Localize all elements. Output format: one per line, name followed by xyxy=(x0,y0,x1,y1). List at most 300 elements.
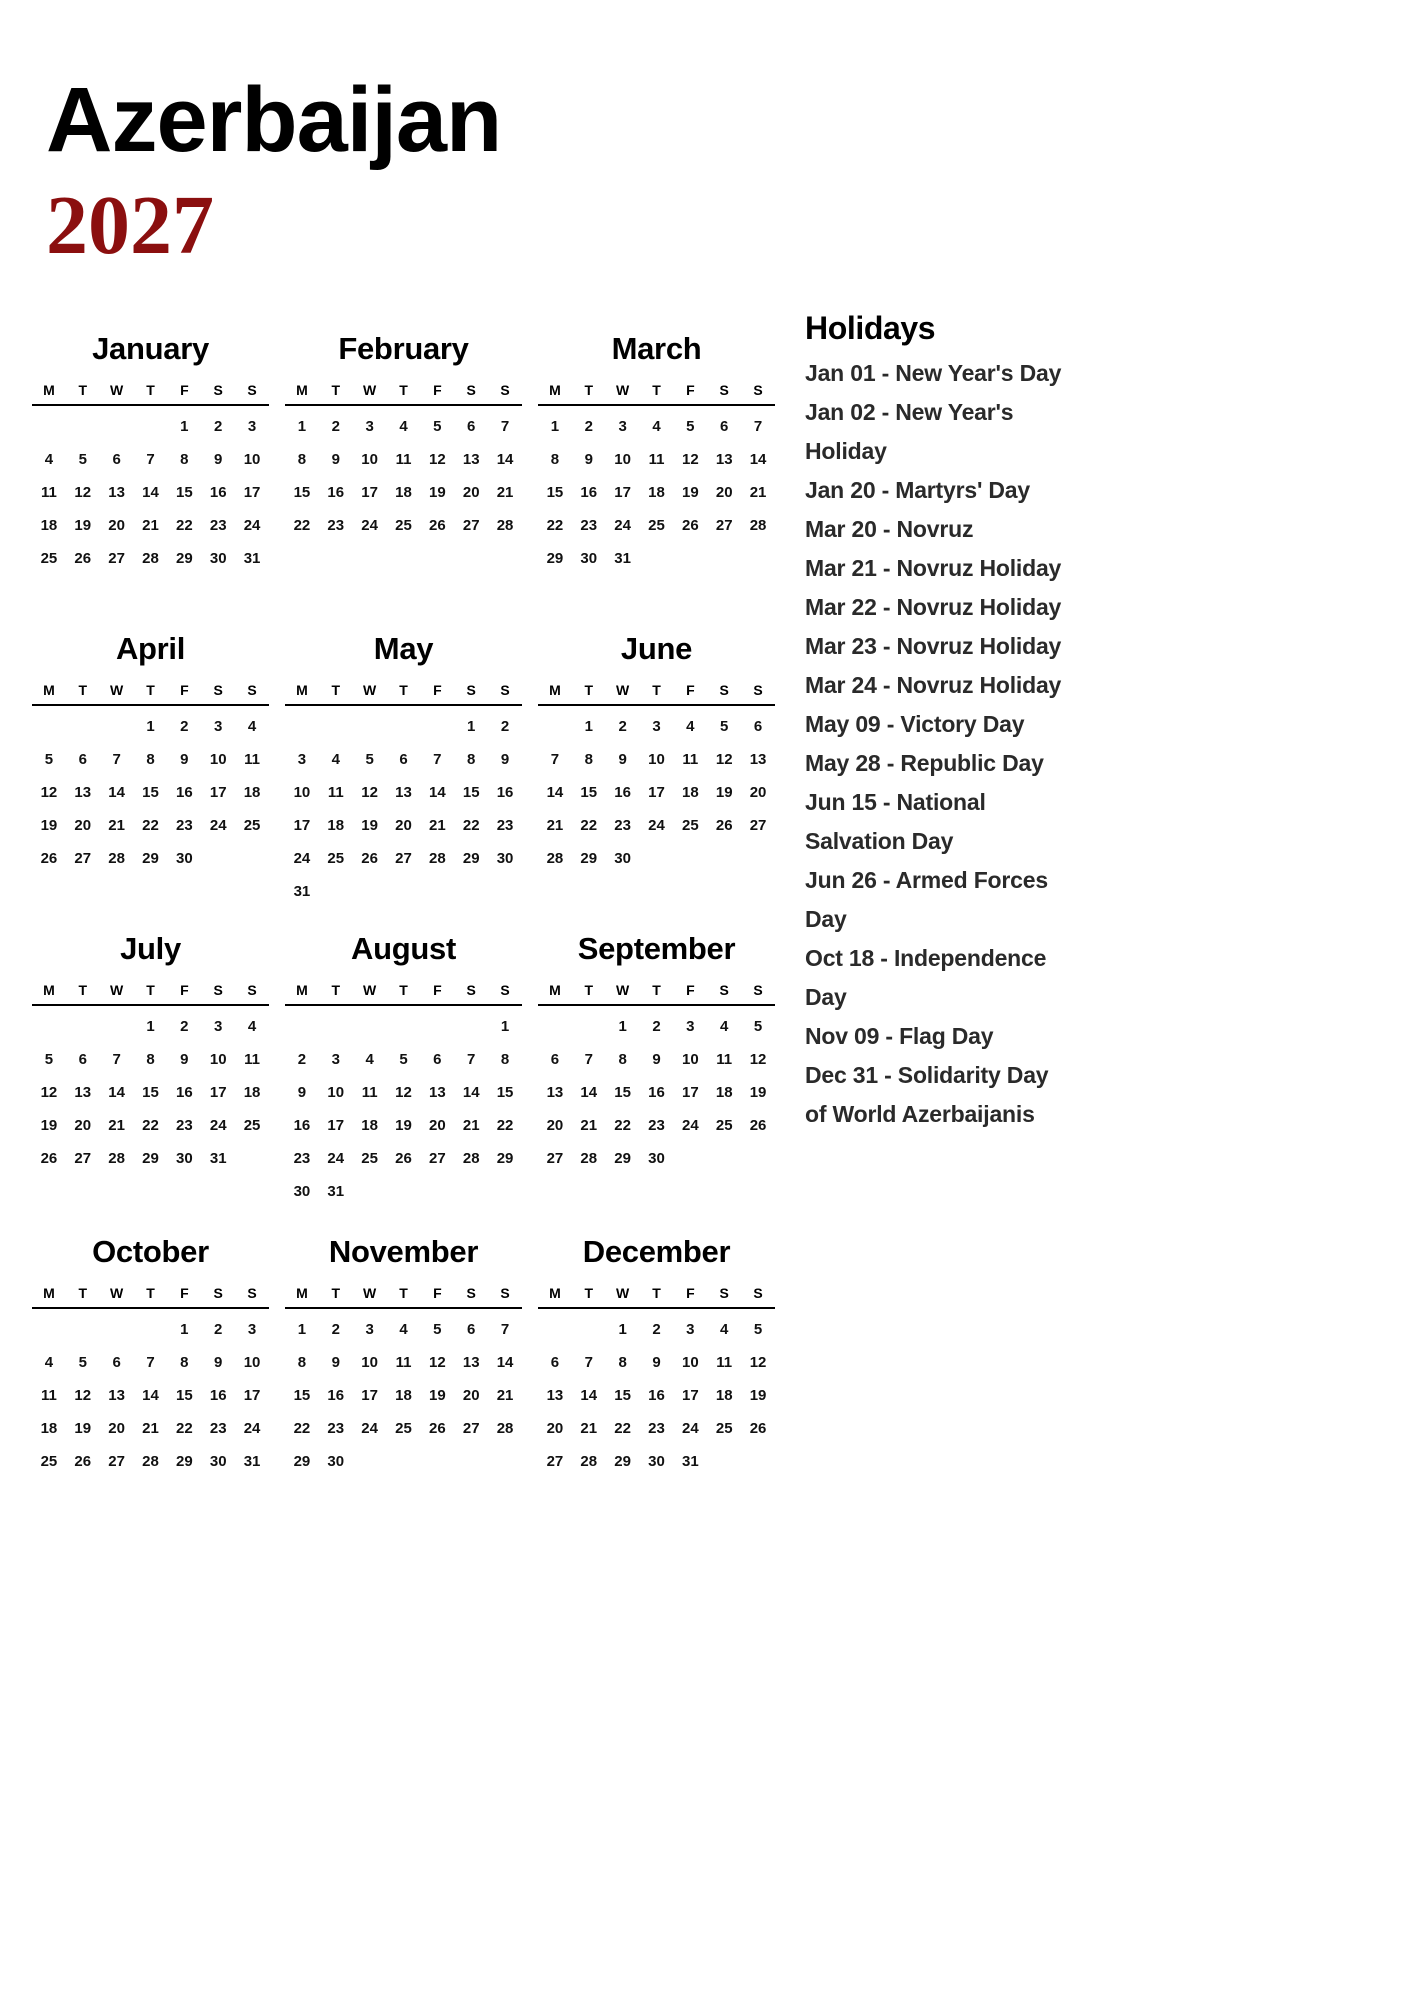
day-cell[interactable]: 16 xyxy=(496,784,514,801)
day-cell[interactable]: 5 xyxy=(720,718,729,735)
day-cell[interactable]: 8 xyxy=(467,751,476,768)
day-cell[interactable]: 20 xyxy=(429,1117,446,1134)
day-cell[interactable]: 12 xyxy=(40,1084,58,1101)
day-cell[interactable]: 9 xyxy=(652,1051,661,1068)
day-cell[interactable]: 23 xyxy=(327,1420,345,1437)
day-cell[interactable]: 24 xyxy=(361,517,378,534)
day-cell[interactable]: 30 xyxy=(496,850,514,867)
day-cell[interactable]: 10 xyxy=(682,1051,699,1068)
day-cell[interactable]: 20 xyxy=(395,817,412,834)
day-cell[interactable]: 26 xyxy=(395,1150,412,1167)
day-cell[interactable]: 4 xyxy=(247,1018,257,1035)
day-cell[interactable]: 9 xyxy=(618,751,627,768)
day-cell[interactable]: 10 xyxy=(361,451,378,468)
day-cell[interactable]: 25 xyxy=(40,1453,58,1470)
day-cell[interactable]: 14 xyxy=(142,1387,159,1404)
day-cell[interactable]: 7 xyxy=(146,1354,155,1371)
day-cell[interactable]: 13 xyxy=(749,751,767,768)
day-cell[interactable]: 2 xyxy=(180,718,189,735)
day-cell[interactable]: 23 xyxy=(293,1150,311,1167)
day-cell[interactable]: 17 xyxy=(361,484,378,501)
day-cell[interactable]: 9 xyxy=(584,451,593,468)
day-cell[interactable]: 11 xyxy=(395,1354,412,1371)
day-cell[interactable]: 23 xyxy=(327,517,345,534)
day-cell[interactable]: 30 xyxy=(293,1183,311,1200)
day-cell[interactable]: 6 xyxy=(467,418,476,435)
day-cell[interactable]: 22 xyxy=(176,1420,193,1437)
day-cell[interactable]: 23 xyxy=(648,1420,665,1437)
day-cell[interactable]: 6 xyxy=(720,418,729,435)
day-cell[interactable]: 19 xyxy=(74,1420,92,1437)
day-cell[interactable]: 27 xyxy=(74,1150,92,1167)
day-cell[interactable]: 17 xyxy=(293,817,311,834)
day-cell[interactable]: 14 xyxy=(142,484,159,501)
day-cell[interactable]: 1 xyxy=(297,1321,307,1338)
day-cell[interactable]: 18 xyxy=(715,1084,733,1101)
day-cell[interactable]: 17 xyxy=(327,1117,345,1134)
day-cell[interactable]: 10 xyxy=(648,751,665,768)
day-cell[interactable]: 22 xyxy=(142,817,159,834)
day-cell[interactable]: 14 xyxy=(462,1084,480,1101)
day-cell[interactable]: 9 xyxy=(500,751,510,768)
day-cell[interactable]: 10 xyxy=(614,451,631,468)
day-cell[interactable]: 1 xyxy=(500,1018,510,1035)
day-cell[interactable]: 5 xyxy=(44,1051,54,1068)
day-cell[interactable]: 25 xyxy=(648,517,665,534)
day-cell[interactable]: 19 xyxy=(749,1387,767,1404)
day-cell[interactable]: 24 xyxy=(327,1150,345,1167)
day-cell[interactable]: 28 xyxy=(108,1150,125,1167)
day-cell[interactable]: 13 xyxy=(74,1084,92,1101)
day-cell[interactable]: 13 xyxy=(429,1084,446,1101)
day-cell[interactable]: 10 xyxy=(209,1051,227,1068)
day-cell[interactable]: 21 xyxy=(108,1117,125,1134)
day-cell[interactable]: 15 xyxy=(293,484,311,501)
day-cell[interactable]: 2 xyxy=(331,418,340,435)
day-cell[interactable]: 17 xyxy=(682,1387,699,1404)
day-cell[interactable]: 27 xyxy=(546,1453,564,1470)
day-cell[interactable]: 9 xyxy=(214,451,223,468)
day-cell[interactable]: 2 xyxy=(297,1051,307,1068)
day-cell[interactable]: 18 xyxy=(327,817,345,834)
day-cell[interactable]: 27 xyxy=(749,817,767,834)
day-cell[interactable]: 3 xyxy=(214,1018,223,1035)
day-cell[interactable]: 5 xyxy=(433,1321,442,1338)
day-cell[interactable]: 14 xyxy=(749,451,767,468)
day-cell[interactable]: 19 xyxy=(429,484,446,501)
day-cell[interactable]: 9 xyxy=(652,1354,661,1371)
day-cell[interactable]: 28 xyxy=(142,1453,159,1470)
day-cell[interactable]: 20 xyxy=(108,517,125,534)
day-cell[interactable]: 23 xyxy=(176,1117,193,1134)
day-cell[interactable]: 27 xyxy=(74,850,92,867)
day-cell[interactable]: 14 xyxy=(429,784,446,801)
day-cell[interactable]: 15 xyxy=(142,1084,159,1101)
day-cell[interactable]: 1 xyxy=(297,418,307,435)
day-cell[interactable]: 26 xyxy=(74,550,92,567)
day-cell[interactable]: 22 xyxy=(580,817,598,834)
day-cell[interactable]: 26 xyxy=(429,517,446,534)
day-cell[interactable]: 4 xyxy=(720,1018,729,1035)
day-cell[interactable]: 30 xyxy=(209,1453,227,1470)
day-cell[interactable]: 29 xyxy=(293,1453,311,1470)
day-cell[interactable]: 26 xyxy=(749,1420,767,1437)
day-cell[interactable]: 25 xyxy=(682,817,699,834)
day-cell[interactable]: 14 xyxy=(580,1387,598,1404)
day-cell[interactable]: 4 xyxy=(686,718,695,735)
day-cell[interactable]: 31 xyxy=(243,1453,261,1470)
day-cell[interactable]: 6 xyxy=(433,1051,442,1068)
day-cell[interactable]: 27 xyxy=(715,517,733,534)
day-cell[interactable]: 30 xyxy=(614,850,631,867)
day-cell[interactable]: 3 xyxy=(686,1321,695,1338)
day-cell[interactable]: 19 xyxy=(715,784,733,801)
day-cell[interactable]: 22 xyxy=(293,1420,311,1437)
day-cell[interactable]: 30 xyxy=(648,1453,665,1470)
day-cell[interactable]: 26 xyxy=(429,1420,446,1437)
day-cell[interactable]: 4 xyxy=(44,1354,54,1371)
day-cell[interactable]: 5 xyxy=(78,451,87,468)
day-cell[interactable]: 26 xyxy=(361,850,378,867)
day-cell[interactable]: 25 xyxy=(243,1117,261,1134)
day-cell[interactable]: 23 xyxy=(209,517,227,534)
day-cell[interactable]: 15 xyxy=(614,1084,631,1101)
day-cell[interactable]: 25 xyxy=(395,1420,412,1437)
day-cell[interactable]: 19 xyxy=(361,817,378,834)
day-cell[interactable]: 3 xyxy=(652,718,661,735)
day-cell[interactable]: 26 xyxy=(682,517,699,534)
day-cell[interactable]: 10 xyxy=(682,1354,699,1371)
day-cell[interactable]: 28 xyxy=(496,1420,514,1437)
day-cell[interactable]: 28 xyxy=(429,850,446,867)
day-cell[interactable]: 27 xyxy=(462,1420,480,1437)
day-cell[interactable]: 21 xyxy=(142,1420,159,1437)
day-cell[interactable]: 28 xyxy=(142,550,159,567)
day-cell[interactable]: 7 xyxy=(500,418,510,435)
day-cell[interactable]: 27 xyxy=(546,1150,564,1167)
day-cell[interactable]: 16 xyxy=(648,1387,665,1404)
day-cell[interactable]: 25 xyxy=(40,550,58,567)
day-cell[interactable]: 20 xyxy=(74,1117,92,1134)
day-cell[interactable]: 5 xyxy=(753,1321,763,1338)
day-cell[interactable]: 4 xyxy=(44,451,54,468)
day-cell[interactable]: 25 xyxy=(715,1117,733,1134)
day-cell[interactable]: 9 xyxy=(331,451,340,468)
day-cell[interactable]: 12 xyxy=(749,1354,767,1371)
day-cell[interactable]: 15 xyxy=(496,1084,514,1101)
day-cell[interactable]: 7 xyxy=(584,1354,593,1371)
day-cell[interactable]: 24 xyxy=(682,1117,699,1134)
day-cell[interactable]: 26 xyxy=(40,850,58,867)
day-cell[interactable]: 31 xyxy=(682,1453,699,1470)
day-cell[interactable]: 10 xyxy=(243,451,261,468)
day-cell[interactable]: 28 xyxy=(749,517,767,534)
day-cell[interactable]: 11 xyxy=(395,451,412,468)
day-cell[interactable]: 16 xyxy=(327,1387,345,1404)
day-cell[interactable]: 18 xyxy=(361,1117,378,1134)
day-cell[interactable]: 5 xyxy=(433,418,442,435)
day-cell[interactable]: 2 xyxy=(331,1321,340,1338)
day-cell[interactable]: 7 xyxy=(146,451,155,468)
day-cell[interactable]: 24 xyxy=(209,1117,227,1134)
day-cell[interactable]: 8 xyxy=(297,451,307,468)
day-cell[interactable]: 24 xyxy=(361,1420,378,1437)
day-cell[interactable]: 4 xyxy=(720,1321,729,1338)
day-cell[interactable]: 9 xyxy=(331,1354,340,1371)
day-cell[interactable]: 22 xyxy=(546,517,564,534)
day-cell[interactable]: 4 xyxy=(365,1051,374,1068)
day-cell[interactable]: 2 xyxy=(500,718,510,735)
day-cell[interactable]: 19 xyxy=(429,1387,446,1404)
day-cell[interactable]: 26 xyxy=(74,1453,92,1470)
day-cell[interactable]: 17 xyxy=(243,1387,261,1404)
day-cell[interactable]: 15 xyxy=(293,1387,311,1404)
day-cell[interactable]: 15 xyxy=(176,484,193,501)
day-cell[interactable]: 24 xyxy=(293,850,311,867)
day-cell[interactable]: 17 xyxy=(682,1084,699,1101)
day-cell[interactable]: 1 xyxy=(550,418,560,435)
day-cell[interactable]: 12 xyxy=(361,784,378,801)
day-cell[interactable]: 25 xyxy=(715,1420,733,1437)
day-cell[interactable]: 1 xyxy=(180,418,189,435)
day-cell[interactable]: 5 xyxy=(399,1051,408,1068)
day-cell[interactable]: 6 xyxy=(550,1354,560,1371)
day-cell[interactable]: 31 xyxy=(293,883,311,900)
day-cell[interactable]: 21 xyxy=(580,1117,598,1134)
day-cell[interactable]: 10 xyxy=(243,1354,261,1371)
day-cell[interactable]: 13 xyxy=(462,451,480,468)
day-cell[interactable]: 28 xyxy=(546,850,564,867)
day-cell[interactable]: 15 xyxy=(142,784,159,801)
day-cell[interactable]: 11 xyxy=(244,751,260,768)
day-cell[interactable]: 28 xyxy=(108,850,125,867)
day-cell[interactable]: 23 xyxy=(614,817,631,834)
day-cell[interactable]: 24 xyxy=(614,517,631,534)
day-cell[interactable]: 4 xyxy=(399,1321,408,1338)
day-cell[interactable]: 12 xyxy=(40,784,58,801)
day-cell[interactable]: 26 xyxy=(40,1150,58,1167)
day-cell[interactable]: 19 xyxy=(40,1117,58,1134)
day-cell[interactable]: 12 xyxy=(682,451,699,468)
day-cell[interactable]: 29 xyxy=(176,550,193,567)
day-cell[interactable]: 11 xyxy=(244,1051,260,1068)
day-cell[interactable]: 6 xyxy=(112,1354,121,1371)
day-cell[interactable]: 7 xyxy=(112,751,121,768)
day-cell[interactable]: 30 xyxy=(176,850,193,867)
day-cell[interactable]: 25 xyxy=(243,817,261,834)
day-cell[interactable]: 12 xyxy=(749,1051,767,1068)
day-cell[interactable]: 31 xyxy=(327,1183,345,1200)
day-cell[interactable]: 13 xyxy=(715,451,733,468)
day-cell[interactable]: 9 xyxy=(180,1051,189,1068)
day-cell[interactable]: 19 xyxy=(682,484,699,501)
day-cell[interactable]: 4 xyxy=(247,718,257,735)
day-cell[interactable]: 22 xyxy=(293,517,311,534)
day-cell[interactable]: 6 xyxy=(753,718,763,735)
day-cell[interactable]: 29 xyxy=(580,850,598,867)
day-cell[interactable]: 3 xyxy=(618,418,627,435)
day-cell[interactable]: 12 xyxy=(715,751,733,768)
day-cell[interactable]: 16 xyxy=(209,484,227,501)
day-cell[interactable]: 29 xyxy=(614,1453,631,1470)
day-cell[interactable]: 4 xyxy=(331,751,340,768)
day-cell[interactable]: 15 xyxy=(580,784,598,801)
day-cell[interactable]: 2 xyxy=(652,1321,661,1338)
day-cell[interactable]: 22 xyxy=(142,1117,159,1134)
day-cell[interactable]: 23 xyxy=(648,1117,665,1134)
day-cell[interactable]: 6 xyxy=(112,451,121,468)
day-cell[interactable]: 17 xyxy=(361,1387,378,1404)
day-cell[interactable]: 19 xyxy=(40,817,58,834)
day-cell[interactable]: 13 xyxy=(108,484,125,501)
day-cell[interactable]: 8 xyxy=(180,451,189,468)
day-cell[interactable]: 8 xyxy=(618,1051,627,1068)
day-cell[interactable]: 8 xyxy=(550,451,560,468)
day-cell[interactable]: 28 xyxy=(496,517,514,534)
day-cell[interactable]: 8 xyxy=(584,751,593,768)
day-cell[interactable]: 18 xyxy=(395,484,412,501)
day-cell[interactable]: 13 xyxy=(74,784,92,801)
day-cell[interactable]: 16 xyxy=(580,484,598,501)
day-cell[interactable]: 6 xyxy=(550,1051,560,1068)
day-cell[interactable]: 29 xyxy=(462,850,480,867)
day-cell[interactable]: 19 xyxy=(749,1084,767,1101)
day-cell[interactable]: 17 xyxy=(648,784,665,801)
day-cell[interactable]: 10 xyxy=(327,1084,345,1101)
day-cell[interactable]: 7 xyxy=(584,1051,593,1068)
day-cell[interactable]: 30 xyxy=(327,1453,345,1470)
day-cell[interactable]: 21 xyxy=(580,1420,598,1437)
day-cell[interactable]: 1 xyxy=(618,1018,627,1035)
day-cell[interactable]: 17 xyxy=(614,484,631,501)
day-cell[interactable]: 30 xyxy=(648,1150,665,1167)
day-cell[interactable]: 8 xyxy=(618,1354,627,1371)
day-cell[interactable]: 26 xyxy=(715,817,733,834)
day-cell[interactable]: 29 xyxy=(176,1453,193,1470)
day-cell[interactable]: 30 xyxy=(176,1150,193,1167)
day-cell[interactable]: 5 xyxy=(753,1018,763,1035)
day-cell[interactable]: 9 xyxy=(297,1084,307,1101)
day-cell[interactable]: 21 xyxy=(142,517,159,534)
day-cell[interactable]: 5 xyxy=(78,1354,87,1371)
day-cell[interactable]: 2 xyxy=(618,718,627,735)
day-cell[interactable]: 10 xyxy=(293,784,311,801)
day-cell[interactable]: 3 xyxy=(214,718,223,735)
day-cell[interactable]: 22 xyxy=(614,1117,631,1134)
day-cell[interactable]: 27 xyxy=(462,517,480,534)
day-cell[interactable]: 31 xyxy=(243,550,261,567)
day-cell[interactable]: 2 xyxy=(180,1018,189,1035)
day-cell[interactable]: 1 xyxy=(584,718,593,735)
day-cell[interactable]: 28 xyxy=(580,1453,598,1470)
day-cell[interactable]: 25 xyxy=(361,1150,378,1167)
day-cell[interactable]: 11 xyxy=(40,1387,57,1404)
day-cell[interactable]: 21 xyxy=(749,484,767,501)
day-cell[interactable]: 5 xyxy=(686,418,695,435)
day-cell[interactable]: 16 xyxy=(648,1084,665,1101)
day-cell[interactable]: 21 xyxy=(462,1117,480,1134)
day-cell[interactable]: 18 xyxy=(243,1084,261,1101)
day-cell[interactable]: 12 xyxy=(74,1387,92,1404)
day-cell[interactable]: 11 xyxy=(682,751,699,768)
day-cell[interactable]: 14 xyxy=(580,1084,598,1101)
day-cell[interactable]: 7 xyxy=(500,1321,510,1338)
day-cell[interactable]: 23 xyxy=(580,517,598,534)
day-cell[interactable]: 16 xyxy=(176,784,193,801)
day-cell[interactable]: 16 xyxy=(209,1387,227,1404)
day-cell[interactable]: 20 xyxy=(546,1117,564,1134)
day-cell[interactable]: 24 xyxy=(243,1420,261,1437)
day-cell[interactable]: 6 xyxy=(78,1051,87,1068)
day-cell[interactable]: 19 xyxy=(395,1117,412,1134)
day-cell[interactable]: 22 xyxy=(496,1117,514,1134)
day-cell[interactable]: 21 xyxy=(429,817,446,834)
day-cell[interactable]: 25 xyxy=(327,850,345,867)
day-cell[interactable]: 3 xyxy=(365,1321,374,1338)
day-cell[interactable]: 17 xyxy=(209,1084,227,1101)
day-cell[interactable]: 11 xyxy=(327,784,344,801)
day-cell[interactable]: 20 xyxy=(715,484,733,501)
day-cell[interactable]: 12 xyxy=(74,484,92,501)
day-cell[interactable]: 11 xyxy=(648,451,665,468)
day-cell[interactable]: 26 xyxy=(749,1117,767,1134)
day-cell[interactable]: 19 xyxy=(74,517,92,534)
day-cell[interactable]: 5 xyxy=(365,751,374,768)
day-cell[interactable]: 27 xyxy=(395,850,412,867)
day-cell[interactable]: 2 xyxy=(584,418,593,435)
day-cell[interactable]: 13 xyxy=(546,1084,564,1101)
day-cell[interactable]: 7 xyxy=(550,751,560,768)
day-cell[interactable]: 8 xyxy=(146,751,155,768)
day-cell[interactable]: 12 xyxy=(429,451,446,468)
day-cell[interactable]: 1 xyxy=(146,718,155,735)
day-cell[interactable]: 11 xyxy=(40,484,57,501)
day-cell[interactable]: 8 xyxy=(297,1354,307,1371)
day-cell[interactable]: 3 xyxy=(297,751,307,768)
day-cell[interactable]: 24 xyxy=(648,817,665,834)
day-cell[interactable]: 9 xyxy=(214,1354,223,1371)
day-cell[interactable]: 24 xyxy=(243,517,261,534)
day-cell[interactable]: 25 xyxy=(395,517,412,534)
day-cell[interactable]: 20 xyxy=(108,1420,125,1437)
day-cell[interactable]: 7 xyxy=(112,1051,121,1068)
day-cell[interactable]: 16 xyxy=(293,1117,311,1134)
day-cell[interactable]: 13 xyxy=(462,1354,480,1371)
day-cell[interactable]: 2 xyxy=(652,1018,661,1035)
day-cell[interactable]: 23 xyxy=(209,1420,227,1437)
day-cell[interactable]: 23 xyxy=(496,817,514,834)
day-cell[interactable]: 4 xyxy=(399,418,408,435)
day-cell[interactable]: 29 xyxy=(142,1150,159,1167)
day-cell[interactable]: 14 xyxy=(496,451,514,468)
day-cell[interactable]: 5 xyxy=(44,751,54,768)
day-cell[interactable]: 29 xyxy=(496,1150,514,1167)
day-cell[interactable]: 8 xyxy=(146,1051,155,1068)
day-cell[interactable]: 14 xyxy=(108,784,125,801)
day-cell[interactable]: 7 xyxy=(433,751,442,768)
day-cell[interactable]: 22 xyxy=(462,817,480,834)
day-cell[interactable]: 3 xyxy=(247,1321,257,1338)
day-cell[interactable]: 24 xyxy=(682,1420,699,1437)
day-cell[interactable]: 20 xyxy=(462,1387,480,1404)
day-cell[interactable]: 3 xyxy=(247,418,257,435)
day-cell[interactable]: 14 xyxy=(546,784,564,801)
day-cell[interactable]: 8 xyxy=(500,1051,510,1068)
day-cell[interactable]: 17 xyxy=(243,484,261,501)
day-cell[interactable]: 30 xyxy=(209,550,227,567)
day-cell[interactable]: 24 xyxy=(209,817,227,834)
day-cell[interactable]: 18 xyxy=(682,784,699,801)
